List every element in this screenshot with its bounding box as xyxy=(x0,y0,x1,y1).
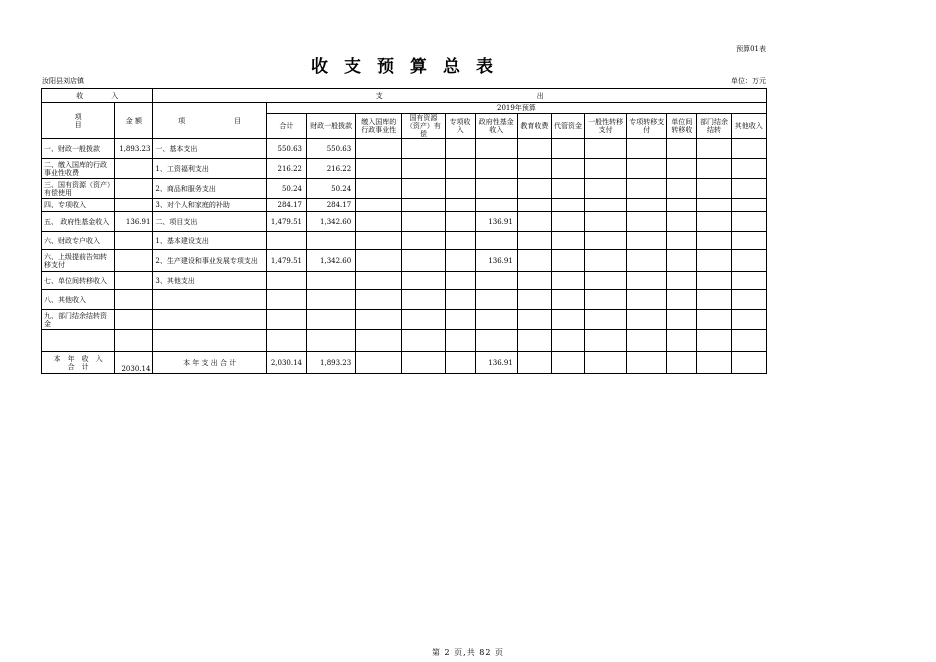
column-header-expense-10: 单位间转移收 xyxy=(667,114,697,139)
expense-value-cell xyxy=(551,310,584,330)
expense-value-cell xyxy=(731,272,766,290)
expense-value-cell xyxy=(731,330,766,352)
expense-value-cell xyxy=(585,139,627,159)
expense-item-cell: 1、基本建设支出 xyxy=(153,232,266,250)
expense-value-cell xyxy=(697,159,731,179)
expense-value-cell xyxy=(307,330,356,352)
column-header-expense-12: 其他收入 xyxy=(731,114,766,139)
total-expense-label: 本 年 支 出 合 计 xyxy=(153,352,266,374)
expense-item-cell: 3、对个人和家庭的补助 xyxy=(153,199,266,212)
expense-value-cell xyxy=(551,250,584,272)
expense-value-cell xyxy=(517,290,551,310)
expense-value-cell xyxy=(445,232,475,250)
expense-value-cell xyxy=(731,199,766,212)
expense-value-cell xyxy=(517,250,551,272)
expense-value-cell xyxy=(551,232,584,250)
column-header-expense-0: 合计 xyxy=(266,114,306,139)
expense-value-cell xyxy=(585,290,627,310)
column-header-expense-1: 财政一般拨款 xyxy=(307,114,356,139)
expense-item-cell: 二、项目支出 xyxy=(153,212,266,232)
expense-value-cell xyxy=(266,232,306,250)
income-amount-cell xyxy=(115,272,153,290)
expense-value-cell xyxy=(475,159,517,179)
table-row xyxy=(42,179,767,199)
expense-value-cell xyxy=(356,199,402,212)
expense-value-cell xyxy=(402,212,445,232)
expense-value-cell xyxy=(517,212,551,232)
column-header-expense-3: 国有资源（资产）有偿 xyxy=(402,114,445,139)
expense-value-cell xyxy=(517,199,551,212)
expense-value-cell xyxy=(551,212,584,232)
total-expense-value: 136.91 xyxy=(475,352,517,374)
expense-value-cell xyxy=(667,250,697,272)
expense-value-cell xyxy=(627,139,667,159)
expense-value-cell xyxy=(445,179,475,199)
table-header-row-2 xyxy=(42,103,767,114)
column-header-expense-5: 政府性基金收入 xyxy=(475,114,517,139)
expense-value-cell xyxy=(697,250,731,272)
page-title: 收支预算总表 xyxy=(311,57,509,77)
expense-value-cell xyxy=(445,310,475,330)
expense-value-cell xyxy=(551,159,584,179)
expense-value-cell xyxy=(627,199,667,212)
expense-value-cell xyxy=(697,310,731,330)
expense-value-cell xyxy=(667,139,697,159)
income-amount-cell xyxy=(115,250,153,272)
expense-value-cell xyxy=(517,232,551,250)
column-header-expense-item: 项 目 xyxy=(153,103,266,139)
expense-value-cell xyxy=(445,159,475,179)
expense-value-cell xyxy=(475,199,517,212)
income-amount-cell: 1,893.23 xyxy=(115,139,153,159)
expense-value-cell xyxy=(627,179,667,199)
expense-value-cell xyxy=(475,179,517,199)
table-row xyxy=(42,232,767,250)
expense-value-cell xyxy=(697,232,731,250)
expense-value-cell xyxy=(266,330,306,352)
table-body xyxy=(42,89,767,374)
expense-value-cell: 50.24 xyxy=(266,179,306,199)
expense-value-cell xyxy=(627,290,667,310)
expense-value-cell xyxy=(697,272,731,290)
budget-year-header: 2019年预算 xyxy=(266,103,766,114)
expense-value-cell xyxy=(517,139,551,159)
income-amount-cell xyxy=(115,232,153,250)
expense-value-cell xyxy=(585,250,627,272)
expense-value-cell xyxy=(667,159,697,179)
expense-value-cell xyxy=(667,212,697,232)
income-amount-cell xyxy=(115,199,153,212)
income-amount-cell xyxy=(115,310,153,330)
expense-value-cell xyxy=(475,272,517,290)
expense-value-cell xyxy=(627,159,667,179)
expense-value-cell xyxy=(551,272,584,290)
income-item-cell xyxy=(42,330,115,352)
expense-value-cell xyxy=(266,310,306,330)
expense-value-cell: 1,342.60 xyxy=(307,250,356,272)
expense-value-cell xyxy=(667,179,697,199)
total-expense-value xyxy=(402,352,445,374)
total-expense-value: 2,030.14 xyxy=(266,352,306,374)
column-header-expense-4: 专项收入 xyxy=(445,114,475,139)
unit-label: 单位：万元 xyxy=(731,77,766,85)
column-header-expense-2: 缴入国库的行政事业性 xyxy=(356,114,402,139)
expense-value-cell: 1,479.51 xyxy=(266,250,306,272)
expense-value-cell xyxy=(731,290,766,310)
expense-value-cell xyxy=(731,179,766,199)
expense-value-cell xyxy=(697,139,731,159)
expense-value-cell xyxy=(551,179,584,199)
expense-value-cell xyxy=(445,250,475,272)
expense-item-cell xyxy=(153,330,266,352)
expense-value-cell xyxy=(356,212,402,232)
expense-value-cell xyxy=(445,272,475,290)
expense-value-cell xyxy=(356,250,402,272)
total-expense-value xyxy=(731,352,766,374)
expense-value-cell xyxy=(697,179,731,199)
expense-value-cell xyxy=(445,290,475,310)
expense-value-cell xyxy=(731,139,766,159)
expense-value-cell xyxy=(445,199,475,212)
expense-item-cell: 2、生产建设和事业发展专项支出 xyxy=(153,250,266,272)
income-item-cell: 三、国有资源（资产）有偿使用 xyxy=(42,179,115,199)
expense-item-cell: 2、商品和服务支出 xyxy=(153,179,266,199)
expense-value-cell: 1,479.51 xyxy=(266,212,306,232)
expense-value-cell xyxy=(697,290,731,310)
expense-value-cell xyxy=(585,310,627,330)
expense-value-cell xyxy=(356,232,402,250)
column-header-expense-11: 部门结余结转 xyxy=(697,114,731,139)
expense-item-cell: 一、基本支出 xyxy=(153,139,266,159)
expense-value-cell xyxy=(697,212,731,232)
expense-value-cell xyxy=(402,310,445,330)
page-footer: 第 2 页,共 82 页 xyxy=(432,648,504,657)
expense-item-cell xyxy=(153,290,266,310)
income-item-cell: 二、缴入国库的行政事业性收费 xyxy=(42,159,115,179)
expense-value-cell xyxy=(667,272,697,290)
income-amount-cell xyxy=(115,179,153,199)
income-amount-cell xyxy=(115,330,153,352)
expense-value-cell xyxy=(731,212,766,232)
expense-item-cell: 1、工资福利支出 xyxy=(153,159,266,179)
expense-value-cell xyxy=(667,310,697,330)
expense-value-cell xyxy=(445,330,475,352)
expense-value-cell xyxy=(551,330,584,352)
expense-value-cell xyxy=(475,290,517,310)
expense-value-cell xyxy=(585,199,627,212)
income-item-cell: 八、其他收入 xyxy=(42,290,115,310)
total-income-label: 本 年 收 入 合 计 xyxy=(42,352,115,374)
expense-value-cell xyxy=(517,310,551,330)
expense-value-cell xyxy=(667,290,697,310)
expense-value-cell xyxy=(356,179,402,199)
income-item-cell: 四、专项收入 xyxy=(42,199,115,212)
expense-value-cell xyxy=(402,272,445,290)
expense-value-cell: 136.91 xyxy=(475,212,517,232)
expense-value-cell xyxy=(585,159,627,179)
total-expense-value xyxy=(356,352,402,374)
income-item-cell: 九、部门结余结转资金 xyxy=(42,310,115,330)
expense-value-cell xyxy=(475,232,517,250)
expense-value-cell xyxy=(307,290,356,310)
expense-value-cell xyxy=(585,232,627,250)
organization-name: 汝阳县刘店镇 xyxy=(42,77,84,85)
expense-value-cell: 136.91 xyxy=(475,250,517,272)
income-item-cell: 一、财政一般拨款 xyxy=(42,139,115,159)
column-header-expense-7: 代管资金 xyxy=(551,114,584,139)
expense-value-cell xyxy=(402,250,445,272)
expense-value-cell xyxy=(731,310,766,330)
income-amount-cell: 136.91 xyxy=(115,212,153,232)
expense-value-cell xyxy=(307,272,356,290)
expense-value-cell: 50.24 xyxy=(307,179,356,199)
column-header-income-item: 项 目 xyxy=(42,103,115,139)
table-row xyxy=(42,310,767,330)
expense-value-cell xyxy=(585,212,627,232)
expense-value-cell: 550.63 xyxy=(266,139,306,159)
expense-value-cell xyxy=(356,330,402,352)
expense-value-cell xyxy=(402,159,445,179)
expense-value-cell xyxy=(627,330,667,352)
income-header: 收 入 xyxy=(42,89,153,103)
expense-value-cell xyxy=(627,310,667,330)
expense-value-cell xyxy=(402,199,445,212)
expense-value-cell xyxy=(475,330,517,352)
expense-value-cell xyxy=(402,139,445,159)
expense-value-cell xyxy=(697,199,731,212)
table-header-row-1 xyxy=(42,89,767,103)
total-expense-value xyxy=(697,352,731,374)
expense-value-cell xyxy=(266,272,306,290)
expense-value-cell xyxy=(667,330,697,352)
expense-value-cell xyxy=(402,330,445,352)
expense-value-cell xyxy=(627,232,667,250)
expense-value-cell xyxy=(551,290,584,310)
expense-value-cell xyxy=(475,139,517,159)
total-income-amount: 2030.14 xyxy=(115,352,153,374)
expense-value-cell xyxy=(551,139,584,159)
column-header-expense-6: 教育收费 xyxy=(517,114,551,139)
expense-value-cell xyxy=(307,310,356,330)
column-header-expense-9: 专项转移支付 xyxy=(627,114,667,139)
income-item-cell: 五、 政府性基金收入 xyxy=(42,212,115,232)
expense-item-cell: 3、其他支出 xyxy=(153,272,266,290)
table-row xyxy=(42,199,767,212)
total-expense-value xyxy=(585,352,627,374)
total-expense-value xyxy=(445,352,475,374)
income-amount-cell xyxy=(115,159,153,179)
expense-value-cell: 216.22 xyxy=(307,159,356,179)
total-expense-value xyxy=(667,352,697,374)
table-row xyxy=(42,330,767,352)
expense-value-cell xyxy=(731,232,766,250)
expense-value-cell xyxy=(445,212,475,232)
table-row xyxy=(42,272,767,290)
expense-value-cell xyxy=(356,310,402,330)
total-row xyxy=(42,352,767,374)
income-item-cell: 七、单位间转移收入 xyxy=(42,272,115,290)
expense-value-cell: 1,342.60 xyxy=(307,212,356,232)
expense-value-cell xyxy=(356,159,402,179)
expense-value-cell: 550.63 xyxy=(307,139,356,159)
expense-value-cell xyxy=(356,272,402,290)
column-header-expense-8: 一般性转移支付 xyxy=(585,114,627,139)
expense-value-cell xyxy=(402,179,445,199)
income-item-cell: 六、财政专户收入 xyxy=(42,232,115,250)
total-expense-value xyxy=(627,352,667,374)
expense-value-cell xyxy=(517,330,551,352)
expense-value-cell xyxy=(585,272,627,290)
table-row xyxy=(42,139,767,159)
form-number: 预算01表 xyxy=(736,45,766,53)
expense-value-cell: 284.17 xyxy=(266,199,306,212)
total-expense-value xyxy=(551,352,584,374)
budget-summary-table xyxy=(41,88,767,374)
expense-value-cell xyxy=(356,290,402,310)
expense-value-cell: 216.22 xyxy=(266,159,306,179)
total-expense-value xyxy=(517,352,551,374)
expense-value-cell xyxy=(667,232,697,250)
expense-item-cell xyxy=(153,310,266,330)
expense-value-cell xyxy=(627,250,667,272)
expense-value-cell xyxy=(266,290,306,310)
column-header-amount: 金 额 xyxy=(115,103,153,139)
income-item-cell: 六、上级提前告知转移支付 xyxy=(42,250,115,272)
expense-value-cell xyxy=(475,310,517,330)
expense-value-cell xyxy=(585,179,627,199)
table-row xyxy=(42,250,767,272)
expense-value-cell xyxy=(517,159,551,179)
expense-value-cell xyxy=(627,212,667,232)
income-amount-cell xyxy=(115,290,153,310)
table-row xyxy=(42,159,767,179)
table-row xyxy=(42,212,767,232)
expense-value-cell xyxy=(731,159,766,179)
expense-value-cell xyxy=(697,330,731,352)
expense-value-cell xyxy=(402,290,445,310)
table-row xyxy=(42,290,767,310)
expense-value-cell xyxy=(517,272,551,290)
expense-value-cell xyxy=(307,232,356,250)
expense-value-cell xyxy=(402,232,445,250)
expense-value-cell xyxy=(551,199,584,212)
total-expense-value: 1,893.23 xyxy=(307,352,356,374)
expense-value-cell xyxy=(667,199,697,212)
expense-value-cell xyxy=(356,139,402,159)
expense-value-cell xyxy=(627,272,667,290)
expense-value-cell xyxy=(445,139,475,159)
expense-value-cell xyxy=(731,250,766,272)
expense-value-cell xyxy=(517,179,551,199)
expense-header: 支 出 xyxy=(153,89,767,103)
expense-value-cell: 284.17 xyxy=(307,199,356,212)
expense-value-cell xyxy=(585,330,627,352)
